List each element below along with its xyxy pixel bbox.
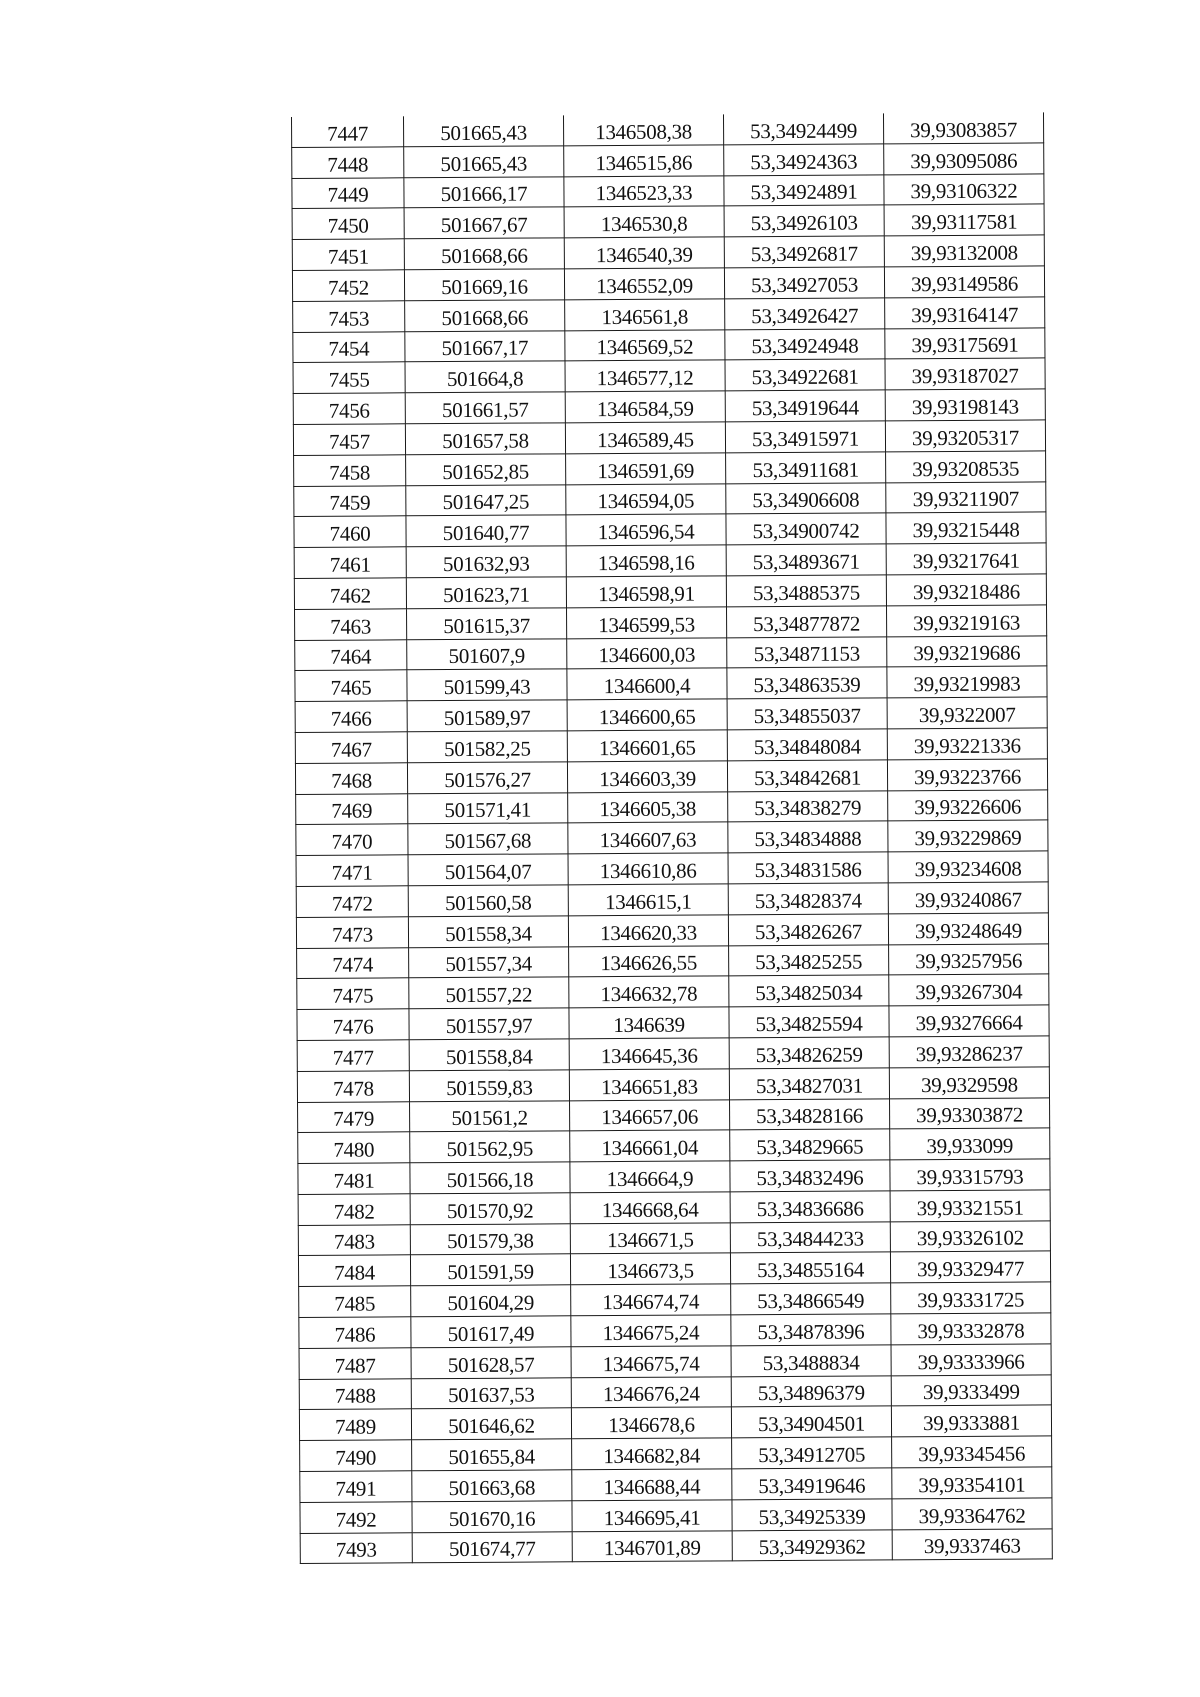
x-coordinate-cell: 501665,43 — [403, 115, 563, 146]
coordinates-table — [291, 112, 1053, 1564]
latitude-cell: 53,34926427 — [725, 298, 885, 330]
x-coordinate-cell: 501566,18 — [410, 1162, 570, 1194]
point-number-cell: 7471 — [296, 855, 408, 886]
point-number-cell: 7459 — [294, 485, 406, 516]
x-coordinate-cell: 501628,57 — [411, 1347, 571, 1379]
y-coordinate-cell: 1346605,38 — [568, 791, 728, 823]
longitude-cell: 39,93208535 — [886, 451, 1046, 483]
point-number-cell: 7485 — [299, 1286, 411, 1317]
table-row — [298, 1190, 1050, 1225]
longitude-cell: 39,933099 — [890, 1128, 1050, 1160]
x-coordinate-cell: 501591,59 — [410, 1254, 570, 1286]
table-row — [296, 789, 1048, 824]
point-number-cell: 7489 — [299, 1409, 411, 1440]
longitude-cell: 39,93205317 — [885, 420, 1045, 452]
longitude-cell: 39,93219686 — [887, 635, 1047, 667]
y-coordinate-cell: 1346540,39 — [564, 237, 724, 269]
latitude-cell: 53,34855037 — [727, 698, 887, 730]
table-row — [295, 666, 1047, 701]
longitude-cell: 39,93286237 — [889, 1036, 1049, 1068]
longitude-cell: 39,93217641 — [886, 543, 1046, 575]
table-row — [295, 605, 1047, 640]
table-row — [292, 173, 1044, 208]
y-coordinate-cell: 1346645,36 — [569, 1038, 729, 1070]
latitude-cell: 53,34922681 — [725, 359, 885, 391]
latitude-cell: 53,34926817 — [724, 236, 884, 268]
x-coordinate-cell: 501652,85 — [406, 454, 566, 486]
table-row — [294, 543, 1046, 578]
y-coordinate-cell: 1346682,84 — [572, 1438, 732, 1470]
y-coordinate-cell: 1346591,69 — [566, 453, 726, 485]
x-coordinate-cell: 501559,83 — [409, 1070, 569, 1102]
y-coordinate-cell: 1346632,78 — [569, 976, 729, 1008]
point-number-cell: 7483 — [298, 1224, 410, 1255]
table-row — [297, 1036, 1049, 1071]
coordinates-table-body — [292, 112, 1053, 1564]
table-row — [297, 1067, 1049, 1102]
table-row — [292, 143, 1044, 178]
x-coordinate-cell: 501558,34 — [408, 916, 568, 948]
table-row — [298, 1251, 1050, 1286]
point-number-cell: 7460 — [294, 516, 406, 547]
latitude-cell: 53,34924499 — [723, 113, 883, 144]
latitude-cell: 53,34904501 — [731, 1406, 891, 1438]
point-number-cell: 7464 — [295, 639, 407, 670]
y-coordinate-cell: 1346561,8 — [565, 299, 725, 331]
x-coordinate-cell: 501615,37 — [407, 608, 567, 640]
latitude-cell: 53,34828166 — [730, 1098, 890, 1130]
table-row — [295, 759, 1047, 794]
latitude-cell: 53,3488834 — [731, 1345, 891, 1377]
longitude-cell: 39,93219163 — [886, 605, 1046, 637]
y-coordinate-cell: 1346674,74 — [571, 1284, 731, 1316]
latitude-cell: 53,34826267 — [728, 914, 888, 946]
x-coordinate-cell: 501646,62 — [411, 1408, 571, 1440]
latitude-cell: 53,34844233 — [730, 1222, 890, 1254]
longitude-cell: 39,93095086 — [884, 143, 1044, 175]
table-row — [295, 728, 1047, 763]
longitude-cell: 39,93257956 — [889, 943, 1049, 975]
table-row — [296, 820, 1048, 855]
longitude-cell: 39,9329598 — [889, 1067, 1049, 1099]
y-coordinate-cell: 1346607,63 — [568, 822, 728, 854]
y-coordinate-cell: 1346664,9 — [570, 1161, 730, 1193]
latitude-cell: 53,34919644 — [725, 390, 885, 422]
longitude-cell: 39,93331725 — [891, 1282, 1051, 1314]
longitude-cell: 39,93226606 — [888, 789, 1048, 821]
longitude-cell: 39,93248649 — [888, 913, 1048, 945]
latitude-cell: 53,34885375 — [726, 575, 886, 607]
y-coordinate-cell: 1346675,24 — [571, 1315, 731, 1347]
point-number-cell: 7448 — [292, 147, 404, 178]
table-row — [296, 851, 1048, 886]
table-row — [292, 235, 1044, 270]
latitude-cell: 53,34924363 — [724, 144, 884, 176]
x-coordinate-cell: 501567,68 — [408, 823, 568, 855]
x-coordinate-cell: 501665,43 — [404, 146, 564, 178]
y-coordinate-cell: 1346673,5 — [570, 1253, 730, 1285]
latitude-cell: 53,34893671 — [726, 544, 886, 576]
y-coordinate-cell: 1346610,86 — [568, 853, 728, 885]
y-coordinate-cell: 1346569,52 — [565, 329, 725, 361]
latitude-cell: 53,34855164 — [730, 1252, 890, 1284]
y-coordinate-cell: 1346695,41 — [572, 1500, 732, 1532]
table-row — [300, 1467, 1052, 1502]
point-number-cell: 7462 — [294, 578, 406, 609]
y-coordinate-cell: 1346675,74 — [571, 1346, 731, 1378]
latitude-cell: 53,34919646 — [732, 1468, 892, 1500]
table-row — [296, 913, 1048, 948]
latitude-cell: 53,34825255 — [729, 944, 889, 976]
point-number-cell: 7449 — [292, 177, 404, 208]
x-coordinate-cell: 501599,43 — [407, 669, 567, 701]
point-number-cell: 7472 — [296, 886, 408, 917]
x-coordinate-cell: 501661,57 — [405, 392, 565, 424]
point-number-cell: 7457 — [293, 424, 405, 455]
latitude-cell: 53,34896379 — [731, 1376, 891, 1408]
longitude-cell: 39,93215448 — [886, 512, 1046, 544]
x-coordinate-cell: 501668,66 — [404, 238, 564, 270]
x-coordinate-cell: 501571,41 — [408, 792, 568, 824]
latitude-cell: 53,34900742 — [726, 513, 886, 545]
table-row — [293, 358, 1045, 393]
latitude-cell: 53,34831586 — [728, 852, 888, 884]
latitude-cell: 53,34832496 — [730, 1160, 890, 1192]
table-row — [297, 1005, 1049, 1040]
point-number-cell: 7492 — [300, 1502, 412, 1533]
x-coordinate-cell: 501607,9 — [407, 638, 567, 670]
x-coordinate-cell: 501557,22 — [409, 977, 569, 1009]
x-coordinate-cell: 501570,92 — [410, 1193, 570, 1225]
longitude-cell: 39,93175691 — [885, 327, 1045, 359]
x-coordinate-cell: 501637,53 — [411, 1377, 571, 1409]
table-row — [300, 1498, 1052, 1533]
x-coordinate-cell: 501589,97 — [407, 700, 567, 732]
table-row — [292, 204, 1044, 239]
point-number-cell: 7466 — [295, 701, 407, 732]
latitude-cell: 53,34838279 — [728, 790, 888, 822]
point-number-cell: 7480 — [298, 1132, 410, 1163]
y-coordinate-cell: 1346701,89 — [572, 1530, 732, 1562]
point-number-cell: 7453 — [293, 301, 405, 332]
longitude-cell: 39,9333499 — [891, 1375, 1051, 1407]
y-coordinate-cell: 1346639 — [569, 1007, 729, 1039]
latitude-cell: 53,34911681 — [726, 452, 886, 484]
y-coordinate-cell: 1346598,91 — [566, 576, 726, 608]
point-number-cell: 7473 — [296, 917, 408, 948]
latitude-cell: 53,34827031 — [729, 1068, 889, 1100]
y-coordinate-cell: 1346620,33 — [568, 915, 728, 947]
y-coordinate-cell: 1346577,12 — [565, 360, 725, 392]
longitude-cell: 39,93221336 — [887, 728, 1047, 760]
y-coordinate-cell: 1346584,59 — [565, 391, 725, 423]
latitude-cell: 53,34836686 — [730, 1191, 890, 1223]
y-coordinate-cell: 1346661,04 — [570, 1130, 730, 1162]
point-number-cell: 7461 — [294, 547, 406, 578]
table-row — [292, 112, 1044, 147]
x-coordinate-cell: 501557,34 — [409, 946, 569, 978]
longitude-cell: 39,93164147 — [885, 297, 1045, 329]
y-coordinate-cell: 1346508,38 — [563, 114, 723, 145]
longitude-cell: 39,93229869 — [888, 820, 1048, 852]
longitude-cell: 39,93315793 — [890, 1159, 1050, 1191]
longitude-cell: 39,93354101 — [892, 1467, 1052, 1499]
y-coordinate-cell: 1346676,24 — [571, 1377, 731, 1409]
table-row — [299, 1375, 1051, 1410]
latitude-cell: 53,34878396 — [731, 1314, 891, 1346]
table-row — [293, 327, 1045, 362]
latitude-cell: 53,34829665 — [730, 1129, 890, 1161]
y-coordinate-cell: 1346603,39 — [567, 761, 727, 793]
point-number-cell: 7452 — [292, 270, 404, 301]
longitude-cell: 39,93132008 — [884, 235, 1044, 267]
latitude-cell: 53,34834888 — [728, 821, 888, 853]
y-coordinate-cell: 1346668,64 — [570, 1192, 730, 1224]
point-number-cell: 7465 — [295, 670, 407, 701]
y-coordinate-cell: 1346530,8 — [564, 206, 724, 238]
point-number-cell: 7491 — [300, 1471, 412, 1502]
point-number-cell: 7463 — [295, 609, 407, 640]
table-row — [298, 1128, 1050, 1163]
longitude-cell: 39,9337463 — [892, 1529, 1052, 1561]
x-coordinate-cell: 501557,97 — [409, 1008, 569, 1040]
point-number-cell: 7458 — [294, 455, 406, 486]
longitude-cell: 39,93332878 — [891, 1313, 1051, 1345]
latitude-cell: 53,34927053 — [724, 267, 884, 299]
y-coordinate-cell: 1346594,05 — [566, 483, 726, 515]
longitude-cell: 39,93276664 — [889, 1005, 1049, 1037]
x-coordinate-cell: 501623,71 — [406, 577, 566, 609]
longitude-cell: 39,93149586 — [884, 266, 1044, 298]
y-coordinate-cell: 1346688,44 — [572, 1469, 732, 1501]
longitude-cell: 39,93223766 — [887, 759, 1047, 791]
x-coordinate-cell: 501664,8 — [405, 361, 565, 393]
longitude-cell: 39,93198143 — [885, 389, 1045, 421]
latitude-cell: 53,34825594 — [729, 1006, 889, 1038]
point-number-cell: 7447 — [292, 116, 404, 147]
point-number-cell: 7486 — [299, 1317, 411, 1348]
x-coordinate-cell: 501632,93 — [406, 546, 566, 578]
x-coordinate-cell: 501668,66 — [405, 300, 565, 332]
point-number-cell: 7484 — [298, 1255, 410, 1286]
latitude-cell: 53,34863539 — [727, 667, 887, 699]
point-number-cell: 7454 — [293, 331, 405, 362]
point-number-cell: 7474 — [297, 947, 409, 978]
table-row — [297, 974, 1049, 1009]
latitude-cell: 53,34912705 — [732, 1437, 892, 1469]
table-row — [298, 1221, 1050, 1256]
point-number-cell: 7469 — [296, 793, 408, 824]
y-coordinate-cell: 1346600,03 — [567, 637, 727, 669]
x-coordinate-cell: 501670,16 — [412, 1501, 572, 1533]
longitude-cell: 39,93345456 — [892, 1436, 1052, 1468]
x-coordinate-cell: 501663,68 — [412, 1470, 572, 1502]
y-coordinate-cell: 1346657,06 — [570, 1099, 730, 1131]
point-number-cell: 7455 — [293, 362, 405, 393]
point-number-cell: 7478 — [297, 1070, 409, 1101]
longitude-cell: 39,93333966 — [891, 1344, 1051, 1376]
point-number-cell: 7470 — [296, 824, 408, 855]
table-row — [299, 1282, 1051, 1317]
y-coordinate-cell: 1346589,45 — [565, 422, 725, 454]
table-row — [295, 697, 1047, 732]
y-coordinate-cell: 1346600,4 — [567, 668, 727, 700]
longitude-cell: 39,93329477 — [890, 1251, 1050, 1283]
table-row — [299, 1344, 1051, 1379]
x-coordinate-cell: 501576,27 — [407, 762, 567, 794]
longitude-cell: 39,93303872 — [890, 1097, 1050, 1129]
longitude-cell: 39,9322007 — [887, 697, 1047, 729]
latitude-cell: 53,34848084 — [727, 729, 887, 761]
latitude-cell: 53,34825034 — [729, 975, 889, 1007]
point-number-cell: 7468 — [295, 763, 407, 794]
point-number-cell: 7493 — [300, 1532, 412, 1563]
point-number-cell: 7488 — [299, 1378, 411, 1409]
table-row — [296, 882, 1048, 917]
latitude-cell: 53,34924948 — [725, 328, 885, 360]
y-coordinate-cell: 1346598,16 — [566, 545, 726, 577]
latitude-cell: 53,34906608 — [726, 482, 886, 514]
table-row — [293, 297, 1045, 332]
x-coordinate-cell: 501579,38 — [410, 1224, 570, 1256]
x-coordinate-cell: 501655,84 — [412, 1439, 572, 1471]
y-coordinate-cell: 1346626,55 — [569, 945, 729, 977]
x-coordinate-cell: 501617,49 — [411, 1316, 571, 1348]
longitude-cell: 39,93106322 — [884, 173, 1044, 205]
longitude-cell: 39,93211907 — [886, 481, 1046, 513]
x-coordinate-cell: 501561,2 — [410, 1100, 570, 1132]
point-number-cell: 7490 — [300, 1440, 412, 1471]
latitude-cell: 53,34926103 — [724, 205, 884, 237]
point-number-cell: 7475 — [297, 978, 409, 1009]
point-number-cell: 7481 — [298, 1163, 410, 1194]
longitude-cell: 39,93187027 — [885, 358, 1045, 390]
x-coordinate-cell: 501560,58 — [408, 885, 568, 917]
x-coordinate-cell: 501657,58 — [405, 423, 565, 455]
longitude-cell: 39,93083857 — [883, 112, 1043, 143]
point-number-cell: 7451 — [292, 239, 404, 270]
x-coordinate-cell: 501667,67 — [404, 207, 564, 239]
longitude-cell: 39,93234608 — [888, 851, 1048, 883]
point-number-cell: 7450 — [292, 208, 404, 239]
table-row — [298, 1159, 1050, 1194]
y-coordinate-cell: 1346515,86 — [564, 145, 724, 177]
longitude-cell: 39,93240867 — [888, 882, 1048, 914]
x-coordinate-cell: 501640,77 — [406, 515, 566, 547]
x-coordinate-cell: 501666,17 — [404, 176, 564, 208]
point-number-cell: 7487 — [299, 1348, 411, 1379]
x-coordinate-cell: 501562,95 — [410, 1131, 570, 1163]
table-row — [293, 389, 1045, 424]
point-number-cell: 7482 — [298, 1194, 410, 1225]
table-row — [294, 451, 1046, 486]
table-row — [299, 1313, 1051, 1348]
latitude-cell: 53,34915971 — [725, 421, 885, 453]
x-coordinate-cell: 501647,25 — [406, 484, 566, 516]
y-coordinate-cell: 1346615,1 — [568, 884, 728, 916]
x-coordinate-cell: 501674,77 — [412, 1531, 572, 1563]
longitude-cell: 39,93267304 — [889, 974, 1049, 1006]
point-number-cell: 7477 — [297, 1040, 409, 1071]
x-coordinate-cell: 501669,16 — [404, 269, 564, 301]
latitude-cell: 53,34866549 — [731, 1283, 891, 1315]
table-row — [295, 635, 1047, 670]
latitude-cell: 53,34826259 — [729, 1037, 889, 1069]
longitude-cell: 39,93364762 — [892, 1498, 1052, 1530]
point-number-cell: 7476 — [297, 1009, 409, 1040]
x-coordinate-cell: 501604,29 — [411, 1285, 571, 1317]
latitude-cell: 53,34842681 — [727, 760, 887, 792]
table-row — [300, 1436, 1052, 1471]
table-row — [299, 1405, 1051, 1440]
longitude-cell: 39,93218486 — [886, 574, 1046, 606]
y-coordinate-cell: 1346523,33 — [564, 175, 724, 207]
point-number-cell: 7467 — [295, 732, 407, 763]
table-row — [294, 481, 1046, 516]
latitude-cell: 53,34929362 — [732, 1530, 892, 1562]
table-row — [294, 512, 1046, 547]
longitude-cell: 39,93117581 — [884, 204, 1044, 236]
point-number-cell: 7456 — [293, 393, 405, 424]
y-coordinate-cell: 1346651,83 — [569, 1069, 729, 1101]
table-row — [297, 943, 1049, 978]
table-row — [292, 266, 1044, 301]
longitude-cell: 39,9333881 — [891, 1405, 1051, 1437]
y-coordinate-cell: 1346678,6 — [571, 1407, 731, 1439]
x-coordinate-cell: 501558,84 — [409, 1039, 569, 1071]
x-coordinate-cell: 501582,25 — [407, 731, 567, 763]
longitude-cell: 39,93219983 — [887, 666, 1047, 698]
table-row — [300, 1529, 1052, 1564]
latitude-cell: 53,34828374 — [728, 883, 888, 915]
table-row — [293, 420, 1045, 455]
table-row — [294, 574, 1046, 609]
x-coordinate-cell: 501564,07 — [408, 854, 568, 886]
y-coordinate-cell: 1346600,65 — [567, 699, 727, 731]
table-row — [298, 1097, 1050, 1132]
y-coordinate-cell: 1346671,5 — [570, 1223, 730, 1255]
longitude-cell: 39,93321551 — [890, 1190, 1050, 1222]
latitude-cell: 53,34925339 — [732, 1499, 892, 1531]
x-coordinate-cell: 501667,17 — [405, 330, 565, 362]
y-coordinate-cell: 1346552,09 — [564, 268, 724, 300]
latitude-cell: 53,34877872 — [726, 606, 886, 638]
latitude-cell: 53,34871153 — [727, 636, 887, 668]
point-number-cell: 7479 — [298, 1101, 410, 1132]
longitude-cell: 39,93326102 — [890, 1221, 1050, 1253]
y-coordinate-cell: 1346596,54 — [566, 514, 726, 546]
latitude-cell: 53,34924891 — [724, 174, 884, 206]
y-coordinate-cell: 1346599,53 — [567, 607, 727, 639]
y-coordinate-cell: 1346601,65 — [567, 730, 727, 762]
